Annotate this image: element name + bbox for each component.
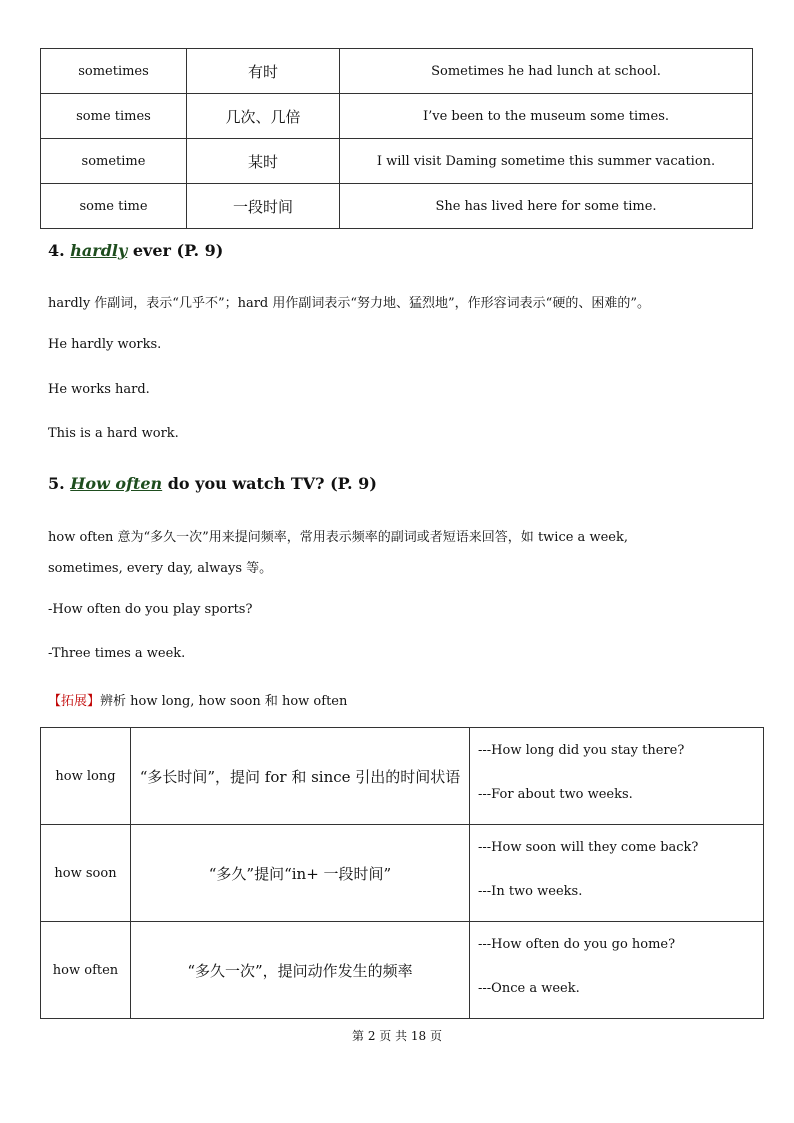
section-5-explanation-cont: sometimes, every day, always 等。 [48, 561, 273, 576]
extension-line [48, 690, 347, 709]
meaning-cell: 一段时间 [187, 184, 340, 229]
page-footer: 第 2 页 共 18 页 [352, 1029, 442, 1043]
word-cell: some time [41, 184, 187, 229]
meaning-cell: 有时 [187, 49, 340, 94]
section-keyword: How often [70, 474, 163, 493]
meaning-cell: 某时 [187, 139, 340, 184]
section-keyword: hardly [70, 241, 128, 260]
example-cell: She has lived here for some time. [340, 184, 753, 229]
example-answer: ---In two weeks. [478, 884, 583, 899]
example-question: ---How long did you stay there? [478, 743, 685, 758]
table-row [41, 49, 753, 94]
phrase-cell: how long [41, 728, 131, 825]
phrase-cell: how often [41, 922, 131, 1019]
section-number: 4. [48, 241, 65, 260]
table-row [41, 728, 764, 825]
section-heading-rest: do you watch TV? (P. 9) [162, 474, 377, 493]
example-sentence: This is a hard work. [48, 426, 179, 441]
phrase-cell: how soon [41, 825, 131, 922]
table-row [41, 139, 753, 184]
example-cell [470, 825, 764, 922]
table-row [41, 825, 764, 922]
example-cell [470, 922, 764, 1019]
meaning-cell: “多久一次”，提问动作发生的频率 [131, 922, 470, 1019]
section-5-explanation: how often 意为“多久一次”用来提问频率，常用表示频率的副词或者短语来回答，如 twice a week, [48, 530, 628, 545]
question-word-table [40, 727, 764, 1019]
section-4-heading [48, 241, 223, 260]
table-row [41, 184, 753, 229]
table-row [41, 94, 753, 139]
example-cell: I’ve been to the museum some times. [340, 94, 753, 139]
word-cell: sometimes [41, 49, 187, 94]
example-answer: ---For about two weeks. [478, 787, 633, 802]
extension-text: 辨析 how long, how soon 和 how often [100, 694, 348, 709]
section-heading-rest: ever (P. 9) [127, 241, 224, 260]
example-question: ---How often do you go home? [478, 937, 676, 952]
extension-tag: 【拓展】 [48, 694, 101, 709]
example-cell: Sometimes he had lunch at school. [340, 49, 753, 94]
word-cell: some times [41, 94, 187, 139]
word-cell: sometime [41, 139, 187, 184]
word-comparison-table [40, 48, 753, 229]
table-row [41, 922, 764, 1019]
section-number: 5. [48, 474, 65, 493]
example-sentence: He hardly works. [48, 337, 162, 352]
example-cell: I will visit Daming sometime this summer vacation. [340, 139, 753, 184]
example-answer: ---Once a week. [478, 981, 580, 996]
example-question: ---How soon will they come back? [478, 840, 699, 855]
example-sentence: He works hard. [48, 382, 150, 397]
example-cell [470, 728, 764, 825]
section-5-heading [48, 474, 377, 493]
section-4-explanation: hardly 作副词，表示“几乎不”；hard 用作副词表示“努力地、猛烈地”，作形容词表示“硬的、困难的”。 [48, 296, 650, 311]
meaning-cell: 几次、几倍 [187, 94, 340, 139]
dialog-line: -Three times a week. [48, 646, 186, 661]
meaning-cell: “多久”提问“in+ 一段时间” [131, 825, 470, 922]
meaning-cell: “多长时间”，提问 for 和 since 引出的时间状语 [131, 728, 470, 825]
dialog-line: -How often do you play sports? [48, 602, 253, 617]
